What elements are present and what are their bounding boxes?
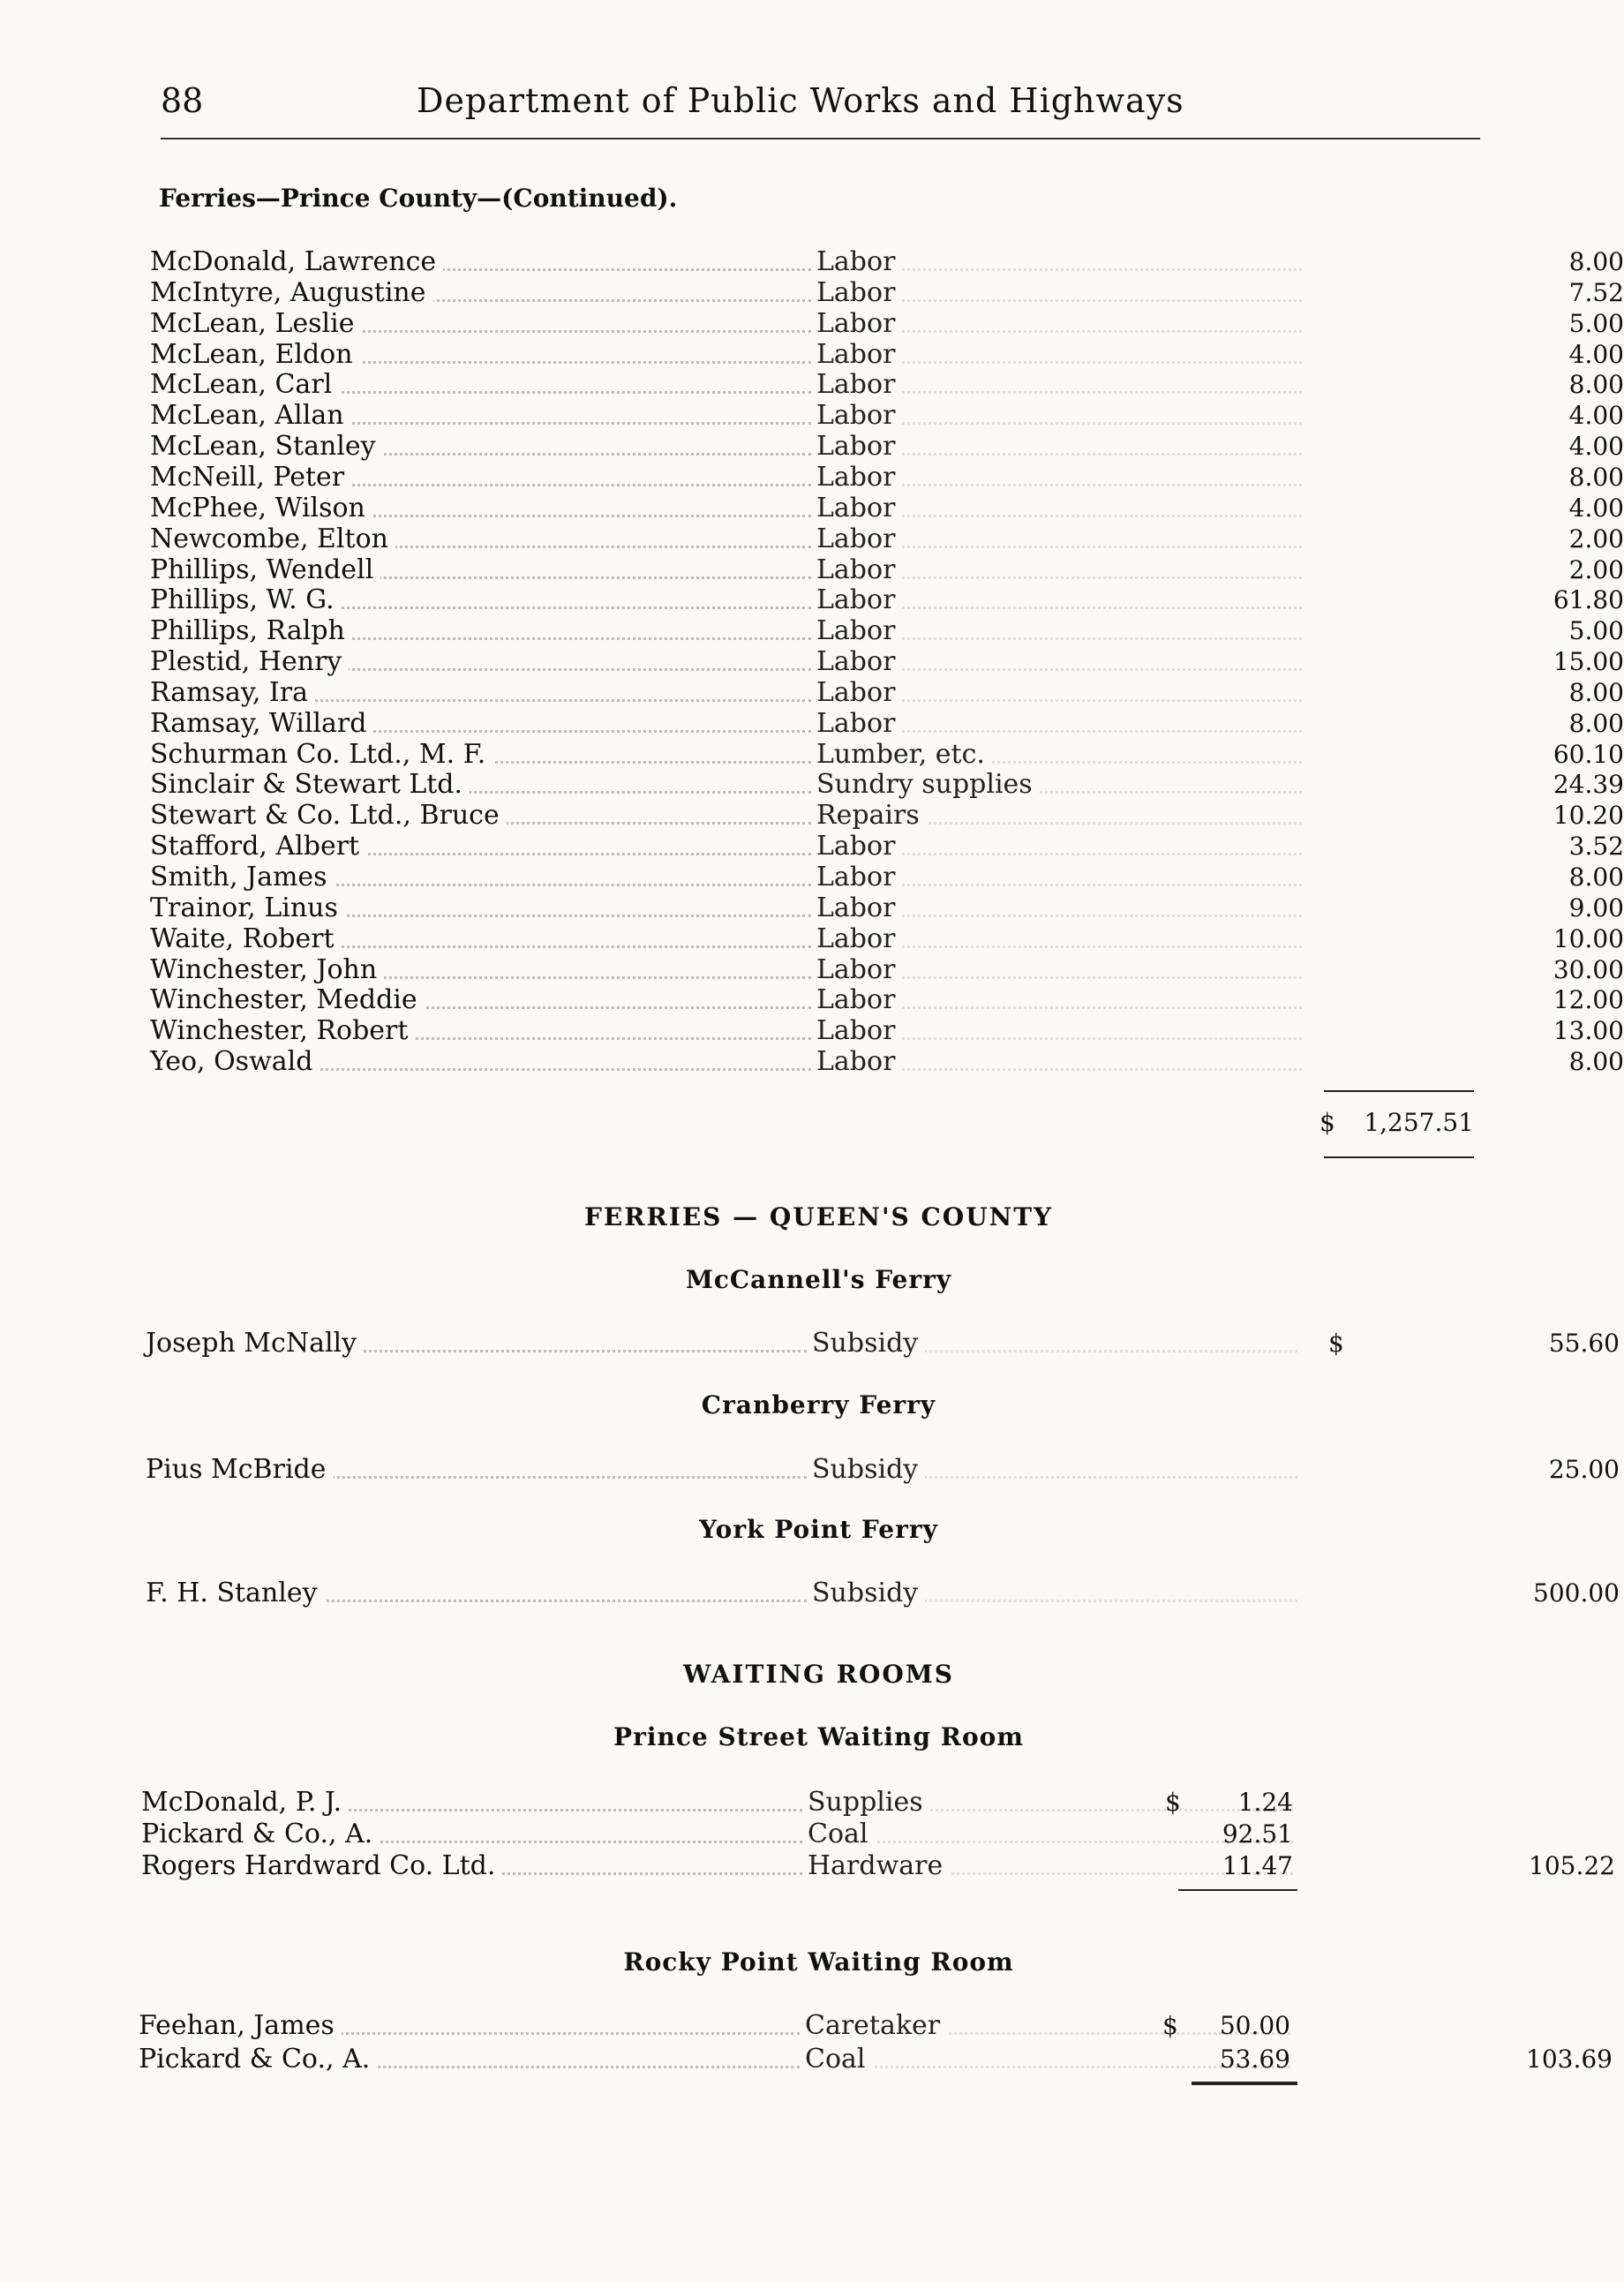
subtotal-rule — [1192, 2082, 1297, 2085]
payment-item: Labor — [816, 493, 902, 523]
dollar-sign: $ — [1165, 1788, 1181, 1817]
list-item — [146, 1578, 1620, 1608]
subtotal-amount: 53.69 — [1219, 2045, 1290, 2074]
payment-item: Coal — [808, 1819, 876, 1849]
payment-amount: 5.00 — [1568, 616, 1624, 646]
payment-amount: 103.69 — [1526, 2045, 1613, 2074]
payment-amount: 8.00 — [1568, 247, 1624, 276]
payment-amount — [1403, 1819, 1615, 1849]
list-item — [150, 769, 1624, 801]
list-item — [141, 1850, 1615, 1881]
payment-item: Labor — [816, 308, 902, 339]
total-rule-bottom — [1324, 1156, 1474, 1158]
payment-amount: 12.00 — [1553, 985, 1624, 1015]
payment-item: Repairs — [816, 800, 927, 831]
list-item — [150, 923, 1624, 954]
payee-name: McIntyre, Augustine — [150, 277, 433, 308]
payment-amount: 24.39 — [1553, 770, 1624, 800]
list-item — [150, 892, 1624, 923]
payment-item: Labor — [816, 400, 902, 431]
payee-name: Smith, James — [150, 862, 335, 892]
payment-item: Labor — [816, 339, 902, 370]
payee-name: Stafford, Albert — [150, 831, 366, 862]
payment-amount: 4.00 — [1568, 493, 1624, 523]
payee-name: McDonald, P. J. — [141, 1787, 349, 1818]
cranberry-title: Cranberry Ferry — [701, 1390, 936, 1420]
payment-item: Labor — [816, 984, 902, 1015]
payee-name: Joseph McNally — [146, 1328, 364, 1359]
payment-item: Subsidy — [812, 1454, 925, 1485]
subtotal-rule — [1178, 1889, 1297, 1891]
list-item — [150, 676, 1624, 708]
page-header — [161, 81, 1229, 125]
payment-item: Labor — [816, 523, 902, 554]
running-title: Department of Public Works and Highways — [417, 81, 1184, 120]
list-item — [150, 369, 1624, 401]
list-item — [150, 831, 1624, 862]
list-item — [150, 338, 1624, 370]
payment-amount: 10.20 — [1553, 801, 1624, 831]
payee-name: McNeill, Peter — [150, 462, 351, 493]
payee-name: Pickard & Co., A. — [141, 1819, 380, 1849]
payment-item: Labor — [816, 431, 902, 462]
payment-amount: 7.52 — [1568, 277, 1624, 307]
payment-amount: 9.00 — [1568, 892, 1624, 923]
payee-name: Pickard & Co., A. — [139, 2044, 377, 2075]
payment-item: Coal — [805, 2044, 873, 2075]
payment-amount: 4.00 — [1568, 401, 1624, 431]
payee-name: Newcombe, Elton — [150, 523, 395, 554]
dollar-sign: $ — [1162, 2011, 1178, 2040]
total-dollar-sign: $ — [1320, 1108, 1335, 1137]
subtotal-amount: 50.00 — [1219, 2011, 1290, 2040]
payee-name: Winchester, Meddie — [150, 984, 425, 1015]
payee-name: McDonald, Lawrence — [150, 246, 443, 277]
subtotal-amount: 1.24 — [1237, 1788, 1293, 1817]
payment-amount: 2.00 — [1568, 554, 1624, 584]
payment-item: Labor — [816, 677, 902, 708]
payment-amount: 25.00 — [1548, 1455, 1620, 1484]
section-heading: Ferries—Prince County—(Continued). — [159, 184, 678, 213]
payee-name: McLean, Allan — [150, 400, 351, 431]
payment-item: Labor — [816, 1015, 902, 1046]
payee-name: Winchester, Robert — [150, 1015, 415, 1046]
payment-item: Lumber, etc. — [816, 739, 992, 770]
payment-item: Labor — [816, 1046, 902, 1077]
list-item — [150, 431, 1624, 463]
list-item — [150, 984, 1624, 1016]
payment-item: Caretaker — [805, 2010, 947, 2041]
header-rule — [161, 138, 1480, 139]
payment-item: Labor — [816, 246, 902, 277]
payment-item: Labor — [816, 708, 902, 739]
payment-amount: 60.10 — [1553, 739, 1624, 769]
list-item — [141, 1788, 1474, 1818]
payment-item: Labor — [816, 584, 902, 615]
payment-amount: 8.00 — [1568, 1047, 1624, 1077]
payee-name: Winchester, John — [150, 954, 384, 985]
payment-amount: 4.00 — [1568, 432, 1624, 462]
payment-item: Labor — [816, 277, 902, 308]
list-item — [150, 615, 1624, 647]
payment-item: Labor — [816, 615, 902, 646]
payee-name: Yeo, Oswald — [150, 1046, 320, 1077]
list-item — [150, 707, 1624, 739]
payee-name: Feehan, James — [139, 2010, 342, 2041]
payment-amount: 8.00 — [1568, 708, 1624, 738]
payment-amount: 8.00 — [1568, 462, 1624, 492]
payment-amount — [1403, 1788, 1615, 1818]
payment-amount: 30.00 — [1553, 954, 1624, 984]
payment-item: Labor — [816, 462, 902, 493]
payee-name: McPhee, Wilson — [150, 493, 372, 523]
payment-amount: 4.00 — [1568, 339, 1624, 369]
list-item — [150, 523, 1624, 554]
payment-item: Labor — [816, 892, 902, 923]
subtotal-amount: 11.47 — [1222, 1851, 1293, 1880]
list-item — [141, 1819, 1474, 1849]
list-item — [150, 554, 1624, 585]
list-item — [150, 646, 1624, 678]
list-item — [150, 307, 1624, 339]
payment-amount: 15.00 — [1553, 647, 1624, 677]
payment-item: Labor — [816, 554, 902, 585]
payee-name: Plestid, Henry — [150, 646, 349, 677]
list-item — [150, 1015, 1624, 1047]
payee-name: Schurman Co. Ltd., M. F. — [150, 739, 492, 770]
payee-name: Phillips, W. G. — [150, 584, 342, 615]
prince-street-title: Prince Street Waiting Room — [613, 1722, 1024, 1751]
payment-amount: 3.52 — [1568, 832, 1624, 862]
payment-amount: 105.22 — [1529, 1851, 1615, 1880]
list-item — [150, 953, 1624, 985]
york-title: York Point Ferry — [699, 1515, 938, 1544]
list-item — [139, 2011, 1471, 2041]
list-item — [150, 862, 1624, 892]
queens-heading: FERRIES — QUEEN'S COUNTY — [583, 1202, 1054, 1231]
payee-name: F. H. Stanley — [146, 1578, 325, 1608]
list-item — [150, 492, 1624, 523]
payee-name: Ramsay, Willard — [150, 708, 373, 739]
payee-name: Trainor, Linus — [150, 892, 345, 923]
list-item — [139, 2044, 1613, 2075]
list-item — [150, 584, 1624, 616]
list-item — [150, 400, 1624, 432]
list-item — [150, 276, 1624, 308]
payee-name: Rogers Hardward Co. Ltd. — [141, 1850, 502, 1881]
payment-item: Labor — [816, 862, 902, 892]
payment-item: Subsidy — [812, 1328, 925, 1359]
payment-amount: 500.00 — [1533, 1578, 1620, 1608]
subtotal-amount: 92.51 — [1222, 1819, 1293, 1849]
payment-amount: 8.00 — [1568, 862, 1624, 892]
payee-name: Sinclair & Stewart Ltd. — [150, 769, 470, 800]
payment-item: Subsidy — [812, 1578, 925, 1608]
payment-item: Hardware — [808, 1850, 950, 1881]
mccannell-title: McCannell's Ferry — [685, 1265, 952, 1294]
payment-amount: 13.00 — [1553, 1016, 1624, 1046]
payee-name: Phillips, Wendell — [150, 554, 380, 585]
payment-item: Sundry supplies — [816, 769, 1040, 800]
list-item — [146, 1328, 1620, 1359]
total-rule-top — [1324, 1090, 1474, 1092]
payment-amount: 8.00 — [1568, 370, 1624, 400]
payee-name: Stewart & Co. Ltd., Bruce — [150, 800, 507, 831]
payee-name: McLean, Eldon — [150, 339, 360, 370]
total-value: 1,257.51 — [1364, 1108, 1474, 1137]
payment-item: Labor — [816, 646, 902, 677]
payment-amount: 10.00 — [1553, 923, 1624, 953]
payee-name: Phillips, Ralph — [150, 615, 352, 646]
list-item — [150, 461, 1624, 493]
list-item — [150, 800, 1624, 832]
payee-name: Waite, Robert — [150, 923, 342, 954]
payment-amount: 5.00 — [1568, 308, 1624, 338]
payment-item: Labor — [816, 923, 902, 954]
payee-name: Pius McBride — [146, 1454, 334, 1485]
payee-name: McLean, Carl — [150, 369, 339, 400]
list-item — [150, 1046, 1624, 1078]
payment-item: Labor — [816, 954, 902, 985]
payee-name: Ramsay, Ira — [150, 677, 315, 708]
payment-amount: 2.00 — [1568, 523, 1624, 554]
payment-amount — [1401, 2011, 1613, 2041]
page-number: 88 — [161, 81, 204, 120]
dollar-sign: $ — [1328, 1329, 1344, 1358]
payment-amount: 61.80 — [1553, 585, 1624, 615]
list-item — [150, 738, 1624, 770]
payee-name: McLean, Leslie — [150, 308, 362, 339]
payment-item: Supplies — [808, 1787, 930, 1818]
rocky-point-title: Rocky Point Waiting Room — [623, 1947, 1014, 1977]
waiting-rooms-heading: WAITING ROOMS — [683, 1660, 954, 1689]
payment-item: Labor — [816, 831, 902, 862]
payment-amount: 55.60 — [1548, 1329, 1620, 1358]
list-item — [150, 246, 1624, 277]
payment-item: Labor — [816, 369, 902, 400]
payee-name: McLean, Stanley — [150, 431, 383, 462]
list-item — [146, 1454, 1620, 1485]
payment-amount: 8.00 — [1568, 677, 1624, 707]
